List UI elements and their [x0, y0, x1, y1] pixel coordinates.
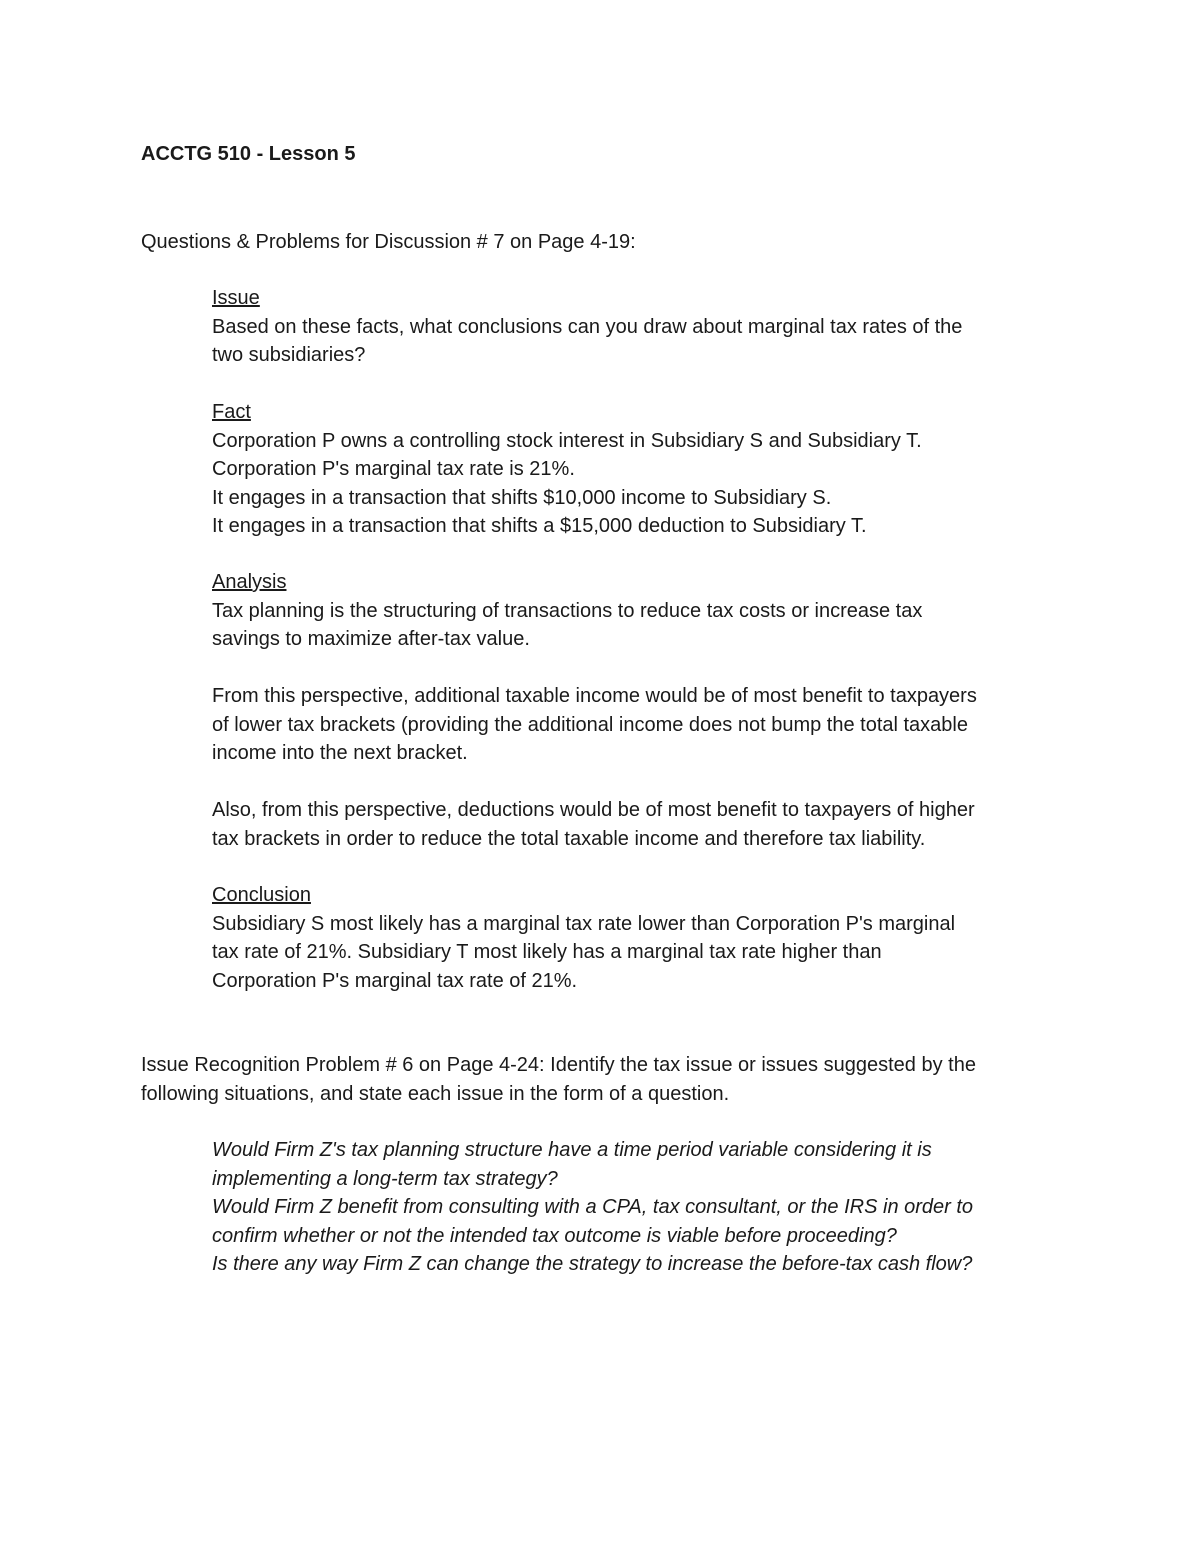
issue-label: Issue	[212, 287, 260, 309]
issue-line: Based on these facts, what conclusions can you draw about marginal tax rates of the	[212, 315, 963, 338]
analysis-section	[212, 568, 1072, 654]
question-line: Is there any way Firm Z can change the strategy to increase the before-tax cash flow?	[212, 1253, 973, 1275]
analysis-line: From this perspective, additional taxable income would be of most benefit to taxpayers	[212, 685, 977, 707]
question-line: confirm whether or not the intended tax outcome is viable before proceeding?	[212, 1224, 897, 1247]
analysis-paragraph-3	[212, 796, 1072, 853]
analysis-line: tax brackets in order to reduce the total taxable income and therefore tax liability.	[212, 827, 926, 850]
conclusion-label: Conclusion	[212, 884, 311, 906]
issue-recognition-heading-line: Issue Recognition Problem # 6 on Page 4-24: Identify the tax issue or issues suggested by the	[141, 1054, 976, 1076]
fact-line: Corporation P owns a controlling stock interest in Subsidiary S and Subsidiary T.	[212, 429, 922, 452]
analysis-label: Analysis	[212, 571, 287, 593]
analysis-line: of lower tax brackets (providing the additional income does not bump the total taxable	[212, 713, 968, 736]
question-line: Would Firm Z benefit from consulting with a CPA, tax consultant, or the IRS in order to	[212, 1196, 974, 1218]
fact-line: It engages in a transaction that shifts a $15,000 deduction to Subsidiary T.	[212, 515, 867, 537]
fact-line: It engages in a transaction that shifts $10,000 income to Subsidiary S.	[212, 486, 832, 509]
analysis-line: Tax planning is the structuring of transactions to reduce tax costs or increase tax	[212, 599, 923, 622]
analysis-paragraph-2	[212, 682, 1072, 768]
issue-line: two subsidiaries?	[212, 344, 366, 366]
conclusion-line: Corporation P's marginal tax rate of 21%.	[212, 969, 578, 992]
conclusion-section	[212, 881, 1072, 995]
analysis-line: income into the next bracket.	[212, 742, 468, 764]
fact-line: Corporation P's marginal tax rate is 21%.	[212, 458, 575, 480]
analysis-line: Also, from this perspective, deductions would be of most benefit to taxpayers of higher	[212, 799, 975, 821]
issue-recognition-heading	[141, 1051, 976, 1108]
question-line: Would Firm Z's tax planning structure have a time period variable considering it is	[212, 1139, 932, 1161]
issue-recognition-heading-line: following situations, and state each issue in the form of a question.	[141, 1082, 730, 1105]
question-line: implementing a long-term tax strategy?	[212, 1167, 558, 1190]
analysis-line: savings to maximize after-tax value.	[212, 628, 530, 650]
issue-section	[212, 284, 1072, 370]
fact-section	[212, 398, 1072, 541]
discussion-heading: Questions & Problems for Discussion # 7 on Page 4-19:	[141, 231, 636, 253]
fact-label: Fact	[212, 401, 251, 423]
issue-recognition-questions	[212, 1136, 973, 1279]
conclusion-line: tax rate of 21%. Subsidiary T most likely has a marginal tax rate higher than	[212, 941, 882, 963]
conclusion-line: Subsidiary S most likely has a marginal tax rate lower than Corporation P's marginal	[212, 912, 956, 935]
document-title: ACCTG 510 - Lesson 5	[141, 143, 356, 165]
